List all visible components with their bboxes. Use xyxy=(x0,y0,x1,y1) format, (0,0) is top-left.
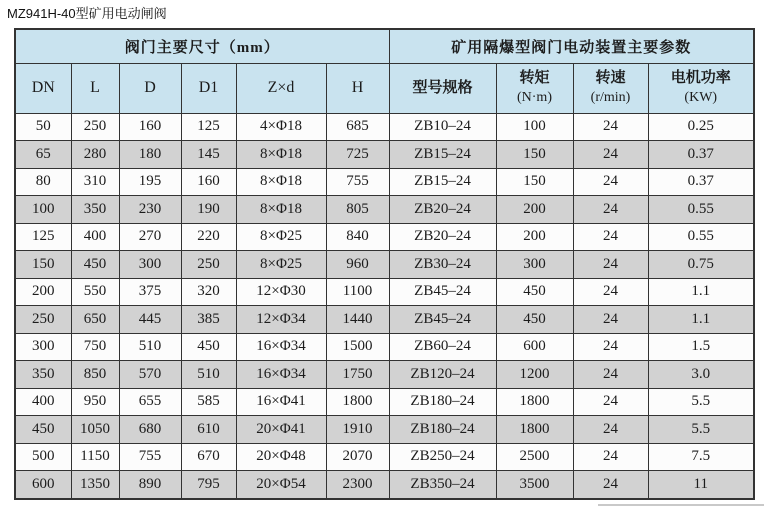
table-cell: 650 xyxy=(71,306,119,334)
table-cell: 1440 xyxy=(326,306,389,334)
table-cell: ZB20–24 xyxy=(389,196,496,224)
group-header-1: 矿用隔爆型阀门电动装置主要参数 xyxy=(389,29,754,63)
table-cell: 550 xyxy=(71,278,119,306)
table-cell: 12×Φ34 xyxy=(236,306,326,334)
table-cell: 24 xyxy=(573,471,648,499)
table-cell: ZB45–24 xyxy=(389,306,496,334)
table-cell: 200 xyxy=(15,278,71,306)
table-cell: 230 xyxy=(119,196,181,224)
table-cell: 5.5 xyxy=(648,416,754,444)
table-row xyxy=(15,251,754,279)
table-cell: ZB20–24 xyxy=(389,223,496,251)
table-cell: 450 xyxy=(496,306,573,334)
table-cell: 50 xyxy=(15,113,71,141)
table-cell: 2500 xyxy=(496,443,573,471)
table-cell: 960 xyxy=(326,251,389,279)
page-title: MZ941H-40型矿用电动闸阀 xyxy=(7,6,167,21)
table-cell: ZB60–24 xyxy=(389,333,496,361)
table-cell: 1.5 xyxy=(648,333,754,361)
table-cell: 610 xyxy=(181,416,236,444)
spec-table-body xyxy=(15,113,754,499)
table-cell: 400 xyxy=(15,388,71,416)
table-cell: 2070 xyxy=(326,443,389,471)
table-cell: 65 xyxy=(15,141,71,169)
table-cell: 24 xyxy=(573,223,648,251)
table-cell: 250 xyxy=(15,306,71,334)
table-row xyxy=(15,471,754,499)
table-cell: 150 xyxy=(496,168,573,196)
table-cell: 8×Φ18 xyxy=(236,196,326,224)
table-cell: 1800 xyxy=(496,416,573,444)
table-cell: 20×Φ48 xyxy=(236,443,326,471)
table-cell: 750 xyxy=(71,333,119,361)
table-cell: 100 xyxy=(496,113,573,141)
table-cell: 200 xyxy=(496,223,573,251)
table-cell: 24 xyxy=(573,113,648,141)
table-cell: 1150 xyxy=(71,443,119,471)
table-cell: 160 xyxy=(181,168,236,196)
column-header-1: L xyxy=(71,63,119,113)
table-cell: 24 xyxy=(573,443,648,471)
table-cell: 805 xyxy=(326,196,389,224)
table-cell: 24 xyxy=(573,141,648,169)
table-cell: 220 xyxy=(181,223,236,251)
table-cell: 24 xyxy=(573,416,648,444)
table-cell: 16×Φ41 xyxy=(236,388,326,416)
table-row xyxy=(15,361,754,389)
column-header-9: 电机功率 (KW) xyxy=(648,63,754,113)
table-cell: 8×Φ18 xyxy=(236,141,326,169)
table-cell: 20×Φ54 xyxy=(236,471,326,499)
table-cell: 1800 xyxy=(496,388,573,416)
table-cell: 450 xyxy=(71,251,119,279)
table-cell: 125 xyxy=(181,113,236,141)
table-cell: 1350 xyxy=(71,471,119,499)
table-cell: 400 xyxy=(71,223,119,251)
table-row xyxy=(15,113,754,141)
table-cell: 125 xyxy=(15,223,71,251)
table-cell: 600 xyxy=(15,471,71,499)
table-cell: 1.1 xyxy=(648,278,754,306)
table-cell: 12×Φ30 xyxy=(236,278,326,306)
table-cell: 670 xyxy=(181,443,236,471)
table-cell: 445 xyxy=(119,306,181,334)
table-cell: 1800 xyxy=(326,388,389,416)
table-cell: 24 xyxy=(573,278,648,306)
table-cell: 0.75 xyxy=(648,251,754,279)
table-cell: 840 xyxy=(326,223,389,251)
group-header-0: 阀门主要尺寸（mm） xyxy=(15,29,389,63)
table-cell: ZB30–24 xyxy=(389,251,496,279)
table-cell: 1910 xyxy=(326,416,389,444)
table-cell: 80 xyxy=(15,168,71,196)
table-cell: 300 xyxy=(496,251,573,279)
table-cell: 450 xyxy=(496,278,573,306)
table-cell: 190 xyxy=(181,196,236,224)
column-header-6: 型号规格 xyxy=(389,63,496,113)
table-cell: 0.37 xyxy=(648,141,754,169)
table-cell: 3.0 xyxy=(648,361,754,389)
table-cell: 4×Φ18 xyxy=(236,113,326,141)
table-cell: 24 xyxy=(573,333,648,361)
table-cell: ZB10–24 xyxy=(389,113,496,141)
table-cell: 1100 xyxy=(326,278,389,306)
table-cell: 195 xyxy=(119,168,181,196)
table-cell: 1200 xyxy=(496,361,573,389)
column-header-5: H xyxy=(326,63,389,113)
table-cell: 150 xyxy=(496,141,573,169)
table-cell: 0.55 xyxy=(648,223,754,251)
table-cell: 755 xyxy=(119,443,181,471)
table-cell: 8×Φ25 xyxy=(236,251,326,279)
table-cell: 510 xyxy=(181,361,236,389)
table-cell: 320 xyxy=(181,278,236,306)
table-cell: 24 xyxy=(573,306,648,334)
column-header-4: Z×d xyxy=(236,63,326,113)
column-header-3: D1 xyxy=(181,63,236,113)
table-cell: 890 xyxy=(119,471,181,499)
divider-line xyxy=(598,504,764,506)
table-cell: 0.25 xyxy=(648,113,754,141)
spec-table xyxy=(14,28,755,500)
table-cell: ZB120–24 xyxy=(389,361,496,389)
table-row xyxy=(15,388,754,416)
table-cell: 7.5 xyxy=(648,443,754,471)
table-cell: 5.5 xyxy=(648,388,754,416)
table-cell: 680 xyxy=(119,416,181,444)
table-cell: 300 xyxy=(15,333,71,361)
table-cell: 1.1 xyxy=(648,306,754,334)
table-cell: 11 xyxy=(648,471,754,499)
table-cell: 24 xyxy=(573,251,648,279)
table-cell: 8×Φ18 xyxy=(236,168,326,196)
table-cell: 570 xyxy=(119,361,181,389)
table-cell: 450 xyxy=(181,333,236,361)
spec-table-container xyxy=(14,28,753,500)
table-cell: 385 xyxy=(181,306,236,334)
table-cell: 850 xyxy=(71,361,119,389)
table-row xyxy=(15,168,754,196)
table-cell: 3500 xyxy=(496,471,573,499)
table-cell: 24 xyxy=(573,196,648,224)
table-cell: 300 xyxy=(119,251,181,279)
table-cell: 1750 xyxy=(326,361,389,389)
spec-table-head xyxy=(15,29,754,113)
table-cell: ZB250–24 xyxy=(389,443,496,471)
table-cell: 100 xyxy=(15,196,71,224)
table-row xyxy=(15,223,754,251)
table-row xyxy=(15,196,754,224)
table-row xyxy=(15,416,754,444)
table-cell: 8×Φ25 xyxy=(236,223,326,251)
table-cell: 350 xyxy=(15,361,71,389)
table-cell: 16×Φ34 xyxy=(236,333,326,361)
table-cell: 510 xyxy=(119,333,181,361)
table-cell: 250 xyxy=(181,251,236,279)
table-cell: ZB45–24 xyxy=(389,278,496,306)
column-header-7: 转矩 (N·m) xyxy=(496,63,573,113)
table-cell: ZB15–24 xyxy=(389,168,496,196)
table-cell: 500 xyxy=(15,443,71,471)
table-row xyxy=(15,306,754,334)
table-cell: 20×Φ41 xyxy=(236,416,326,444)
table-cell: ZB350–24 xyxy=(389,471,496,499)
column-header-0: DN xyxy=(15,63,71,113)
table-row xyxy=(15,333,754,361)
table-cell: 1050 xyxy=(71,416,119,444)
table-cell: 24 xyxy=(573,361,648,389)
column-header-8: 转速 (r/min) xyxy=(573,63,648,113)
table-cell: 350 xyxy=(71,196,119,224)
table-cell: 795 xyxy=(181,471,236,499)
table-cell: 250 xyxy=(71,113,119,141)
table-row xyxy=(15,443,754,471)
table-cell: 16×Φ34 xyxy=(236,361,326,389)
table-cell: 600 xyxy=(496,333,573,361)
column-header-2: D xyxy=(119,63,181,113)
table-cell: 655 xyxy=(119,388,181,416)
table-cell: 145 xyxy=(181,141,236,169)
table-cell: 200 xyxy=(496,196,573,224)
table-cell: 450 xyxy=(15,416,71,444)
table-cell: 180 xyxy=(119,141,181,169)
table-row xyxy=(15,141,754,169)
table-cell: 160 xyxy=(119,113,181,141)
table-cell: 1500 xyxy=(326,333,389,361)
table-cell: 150 xyxy=(15,251,71,279)
table-cell: 685 xyxy=(326,113,389,141)
table-cell: 24 xyxy=(573,388,648,416)
table-cell: 2300 xyxy=(326,471,389,499)
table-cell: 270 xyxy=(119,223,181,251)
table-cell: ZB15–24 xyxy=(389,141,496,169)
table-cell: 725 xyxy=(326,141,389,169)
table-cell: 375 xyxy=(119,278,181,306)
table-row xyxy=(15,278,754,306)
table-cell: 280 xyxy=(71,141,119,169)
table-cell: ZB180–24 xyxy=(389,388,496,416)
table-cell: 0.55 xyxy=(648,196,754,224)
table-cell: 310 xyxy=(71,168,119,196)
table-cell: 24 xyxy=(573,168,648,196)
table-cell: ZB180–24 xyxy=(389,416,496,444)
table-cell: 755 xyxy=(326,168,389,196)
table-cell: 585 xyxy=(181,388,236,416)
table-cell: 950 xyxy=(71,388,119,416)
table-cell: 0.37 xyxy=(648,168,754,196)
